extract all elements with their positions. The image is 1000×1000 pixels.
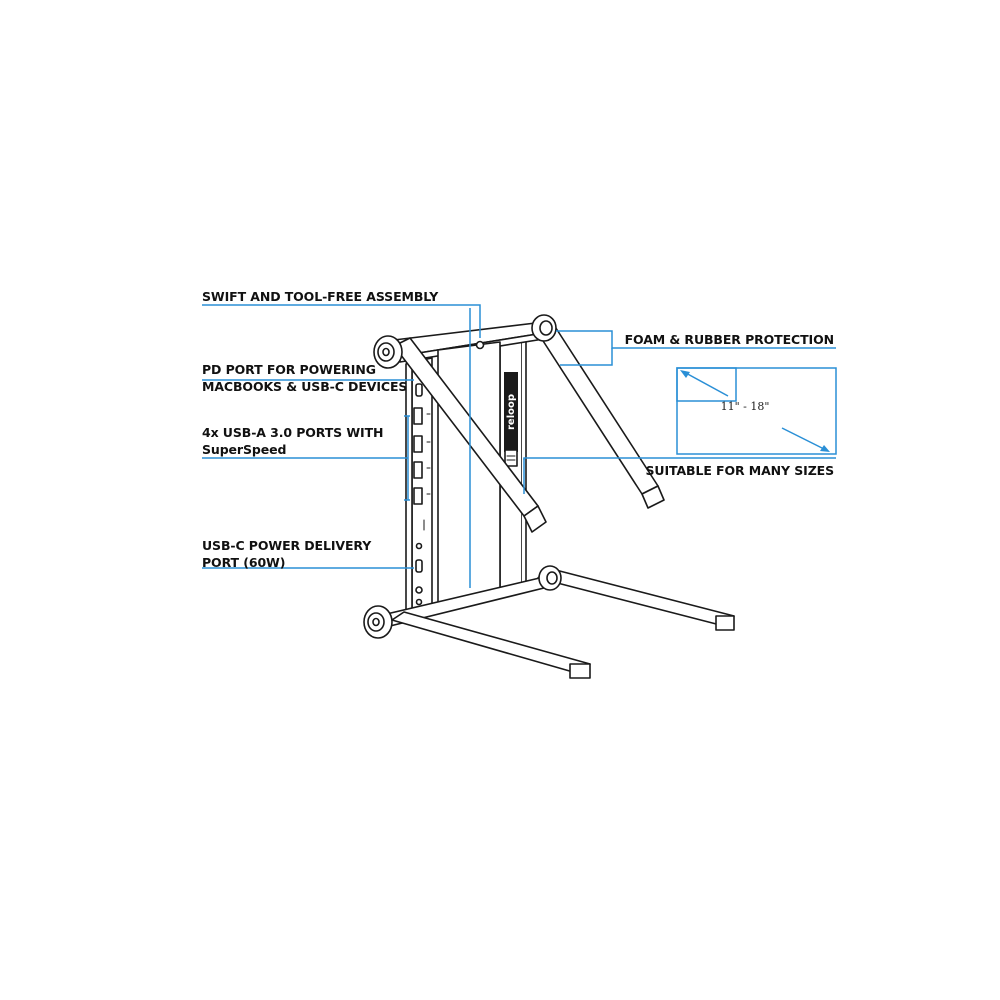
usb-a-port-4 xyxy=(414,488,422,504)
size-arrow-top xyxy=(684,372,728,396)
foot-left-cap xyxy=(570,664,590,678)
usb-c-indicator xyxy=(417,544,422,549)
foot-cap-right xyxy=(539,566,561,590)
usb-a-port-2 xyxy=(414,436,422,452)
foot-left xyxy=(392,612,590,674)
label-usb-a-line1: 4x USB-A 3.0 PORTS WITH xyxy=(202,425,384,440)
laptop-stand-drawing xyxy=(364,315,734,678)
label-foam-text: FOAM & RUBBER PROTECTION xyxy=(624,332,834,347)
foot-cap-left xyxy=(364,606,392,638)
usb-c-port xyxy=(416,560,422,572)
label-usb-c xyxy=(202,537,371,571)
label-pd-port-line2: MACBOOKS & USB-C DEVICES xyxy=(202,379,408,394)
label-assembly xyxy=(202,288,438,305)
label-usb-c-line2: PORT (60W) xyxy=(202,555,286,570)
label-pd-port xyxy=(202,361,407,395)
label-usb-a xyxy=(202,424,383,458)
label-sizes-text: SUITABLE FOR MANY SIZES xyxy=(645,463,834,478)
label-sizes xyxy=(646,462,835,479)
size-arrow-bottom xyxy=(782,428,826,450)
logo-badge xyxy=(505,450,517,466)
label-assembly-text: SWIFT AND TOOL-FREE ASSEMBLY xyxy=(202,289,439,304)
foot-right-cap xyxy=(716,616,734,630)
label-usb-a-line2: SuperSpeed xyxy=(202,442,287,457)
usb-a-port-3 xyxy=(414,462,422,478)
label-pd-port-line1: PD PORT FOR POWERING xyxy=(202,362,376,377)
power-jack xyxy=(416,587,422,593)
label-foam xyxy=(625,331,834,348)
brand-text: reloop xyxy=(506,393,517,431)
upright-left xyxy=(412,358,432,616)
pd-port xyxy=(416,384,422,396)
usb-a-port-1 xyxy=(414,408,422,424)
foam-cap-right xyxy=(532,315,556,341)
label-usb-c-line1: USB-C POWER DELIVERY xyxy=(202,538,372,553)
foot-right xyxy=(538,568,734,626)
lock-knob-top xyxy=(477,342,484,349)
callout-sizes xyxy=(524,458,836,460)
callout-assembly xyxy=(202,305,480,338)
label-size-range: 11" - 18" xyxy=(720,400,770,413)
